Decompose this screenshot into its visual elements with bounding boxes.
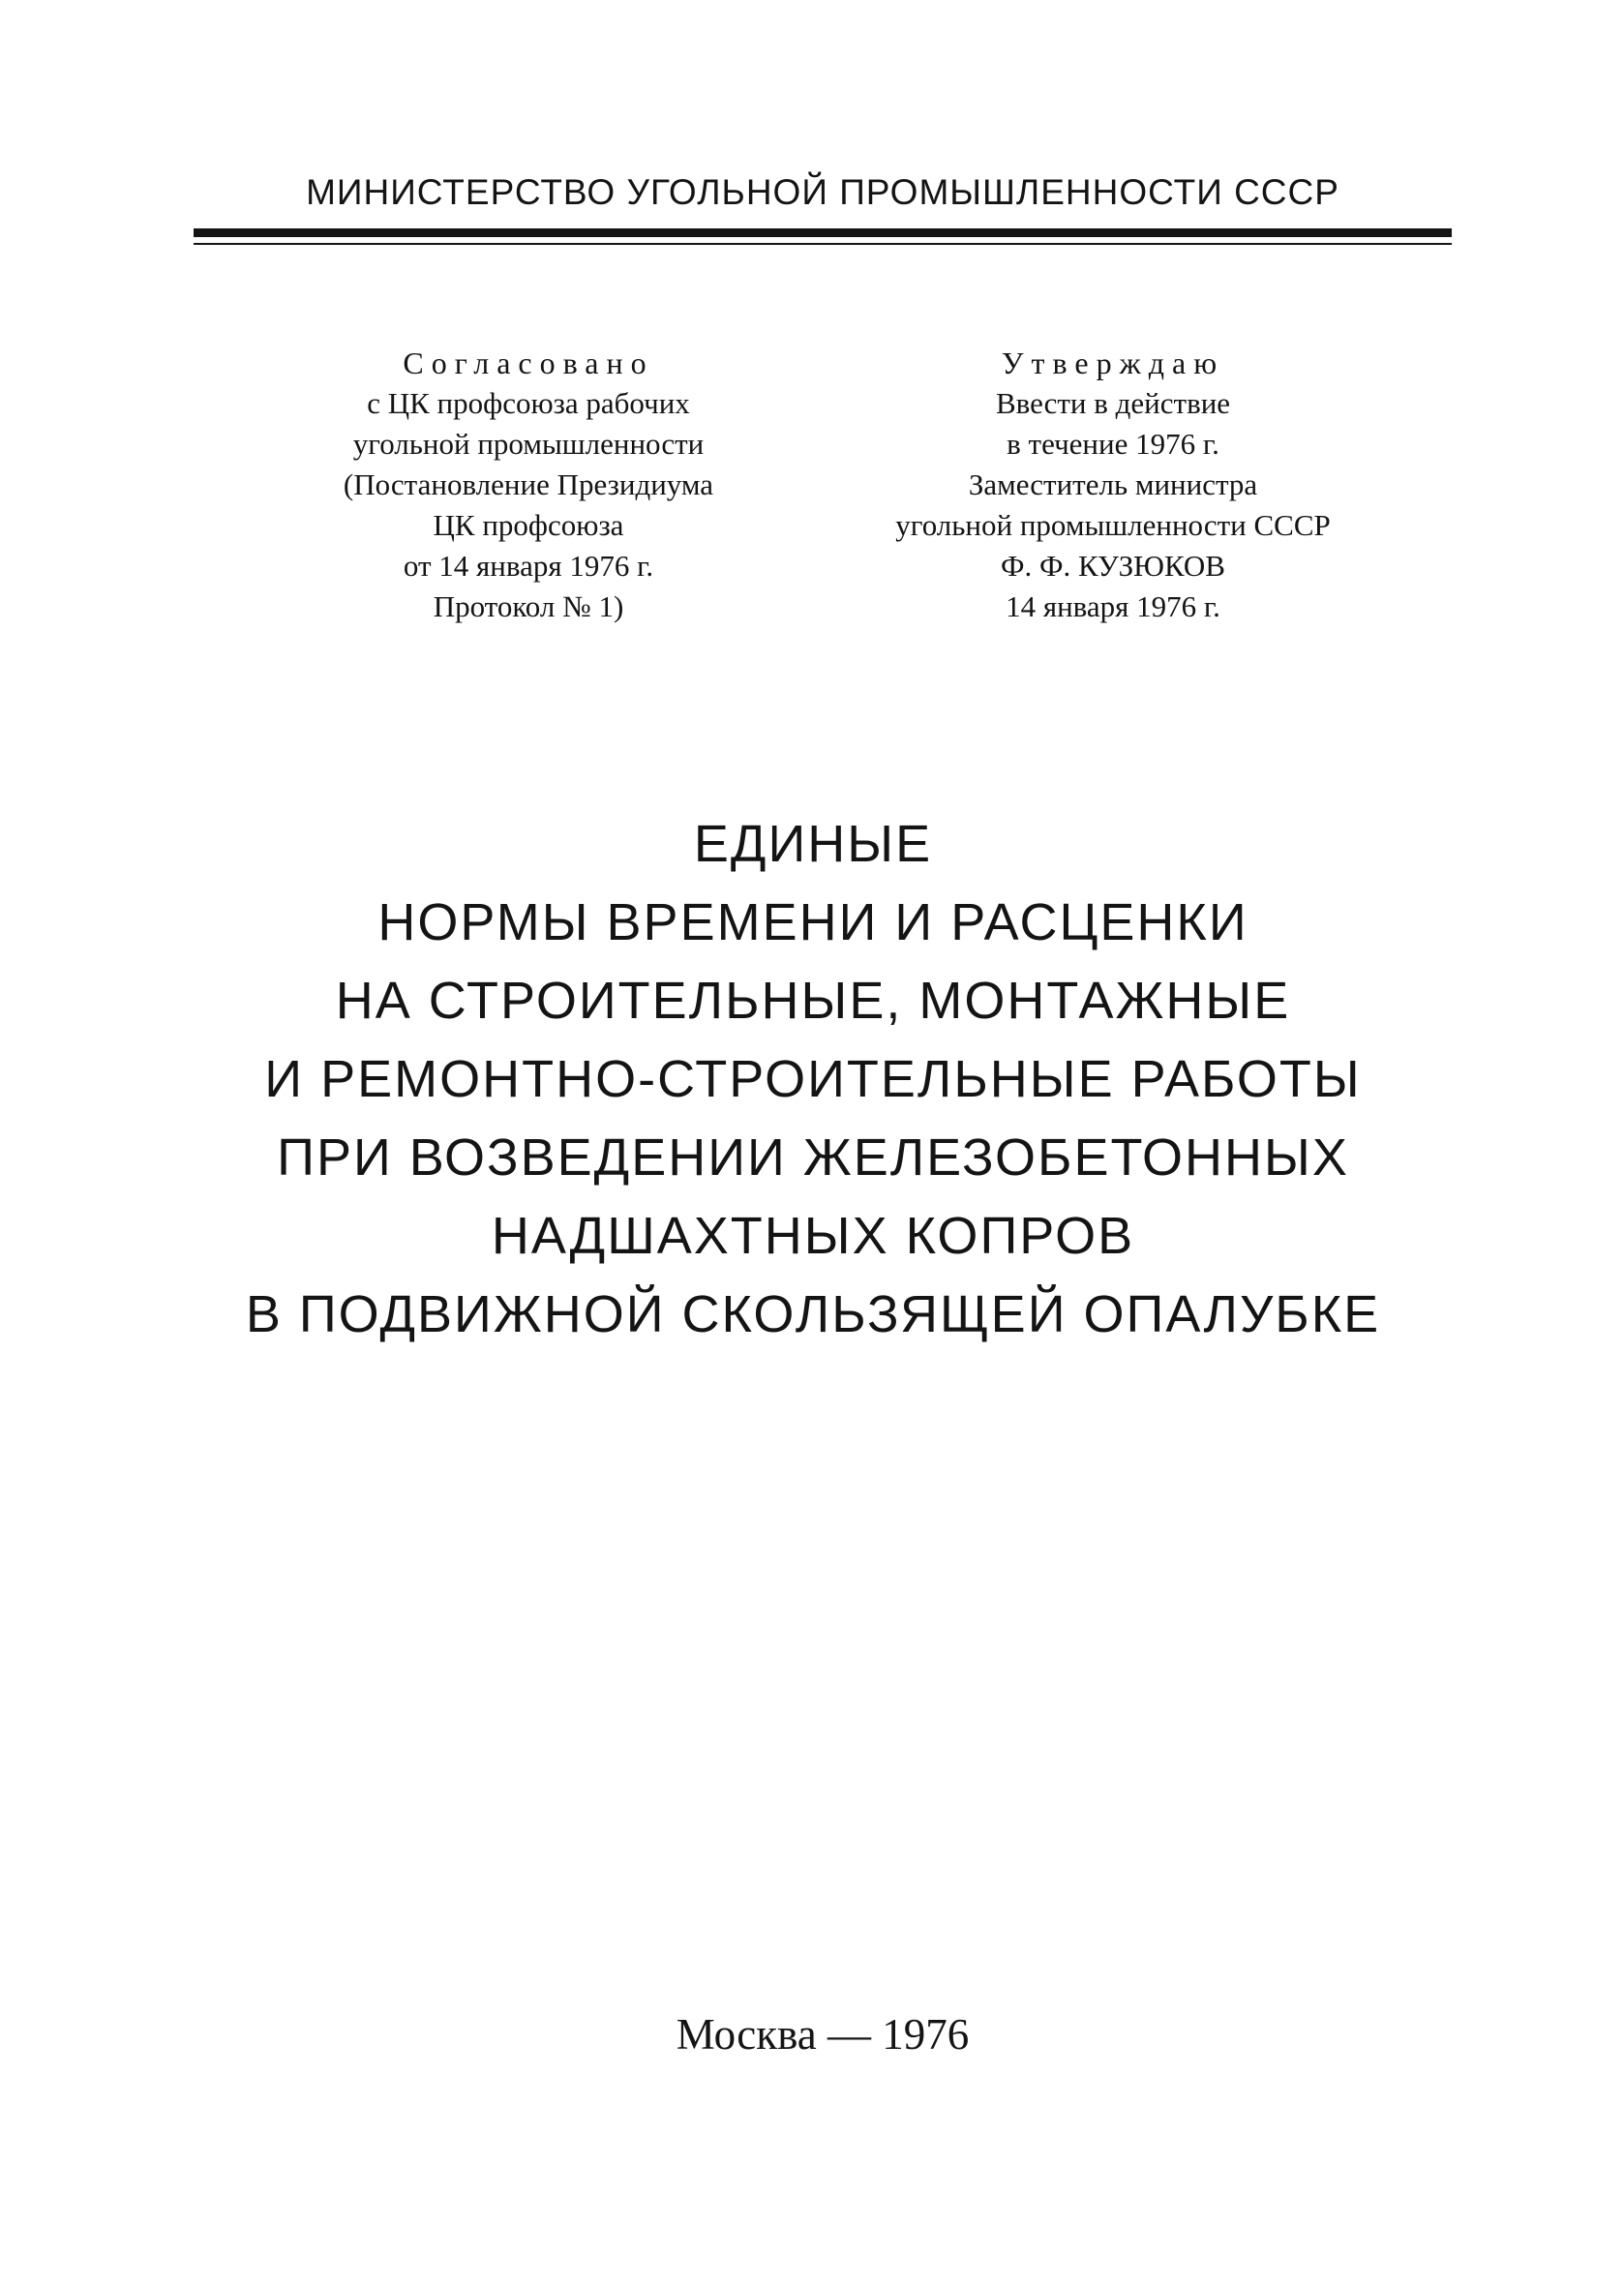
- title-line: ЕДИНЫЕ: [693, 815, 933, 873]
- document-title: [145, 805, 1481, 1354]
- approved-block: [842, 343, 1384, 627]
- ministry-header: МИНИСТЕРСТВО УГОЛЬНОЙ ПРОМЫШЛЕННОСТИ СССР: [306, 172, 1339, 212]
- header-rule-thin: [194, 243, 1452, 245]
- agreed-block: [257, 343, 799, 627]
- title-line: ПРИ ВОЗВЕДЕНИИ ЖЕЛЕЗОБЕТОННЫХ: [277, 1128, 1349, 1187]
- approved-line: Заместитель министра: [968, 467, 1258, 501]
- title-line: НАДШАХТНЫХ КОПРОВ: [491, 1207, 1135, 1265]
- agreed-heading: Согласовано: [403, 346, 654, 380]
- approved-line: 14 января 1976 г.: [1006, 589, 1220, 623]
- approved-heading: Утверждаю: [1001, 346, 1225, 380]
- title-line: НОРМЫ ВРЕМЕНИ И РАСЦЕНКИ: [377, 893, 1248, 951]
- approved-line: угольной промышленности СССР: [895, 508, 1331, 542]
- agreed-line: ЦК профсоюза: [433, 508, 624, 542]
- approved-line: в течение 1976 г.: [1007, 427, 1219, 461]
- agreed-line: с ЦК профсоюза рабочих: [367, 386, 690, 420]
- title-line: В ПОДВИЖНОЙ СКОЛЬЗЯЩЕЙ ОПАЛУБКЕ: [245, 1285, 1381, 1343]
- approved-line: Ф. Ф. КУЗЮКОВ: [1001, 549, 1225, 583]
- title-line: И РЕМОНТНО-СТРОИТЕЛЬНЫЕ РАБОТЫ: [264, 1050, 1362, 1108]
- agreed-line: (Постановление Президиума: [343, 467, 714, 501]
- agreed-line: угольной промышленности: [352, 427, 705, 461]
- approved-line: Ввести в действие: [995, 386, 1231, 420]
- agreed-line: Протокол № 1): [433, 589, 624, 623]
- agreed-line: от 14 января 1976 г.: [403, 549, 654, 583]
- imprint: Москва — 1976: [676, 2010, 970, 2059]
- title-line: НА СТРОИТЕЛЬНЫЕ, МОНТАЖНЫЕ: [335, 972, 1291, 1030]
- header-rule-thick: [194, 228, 1452, 237]
